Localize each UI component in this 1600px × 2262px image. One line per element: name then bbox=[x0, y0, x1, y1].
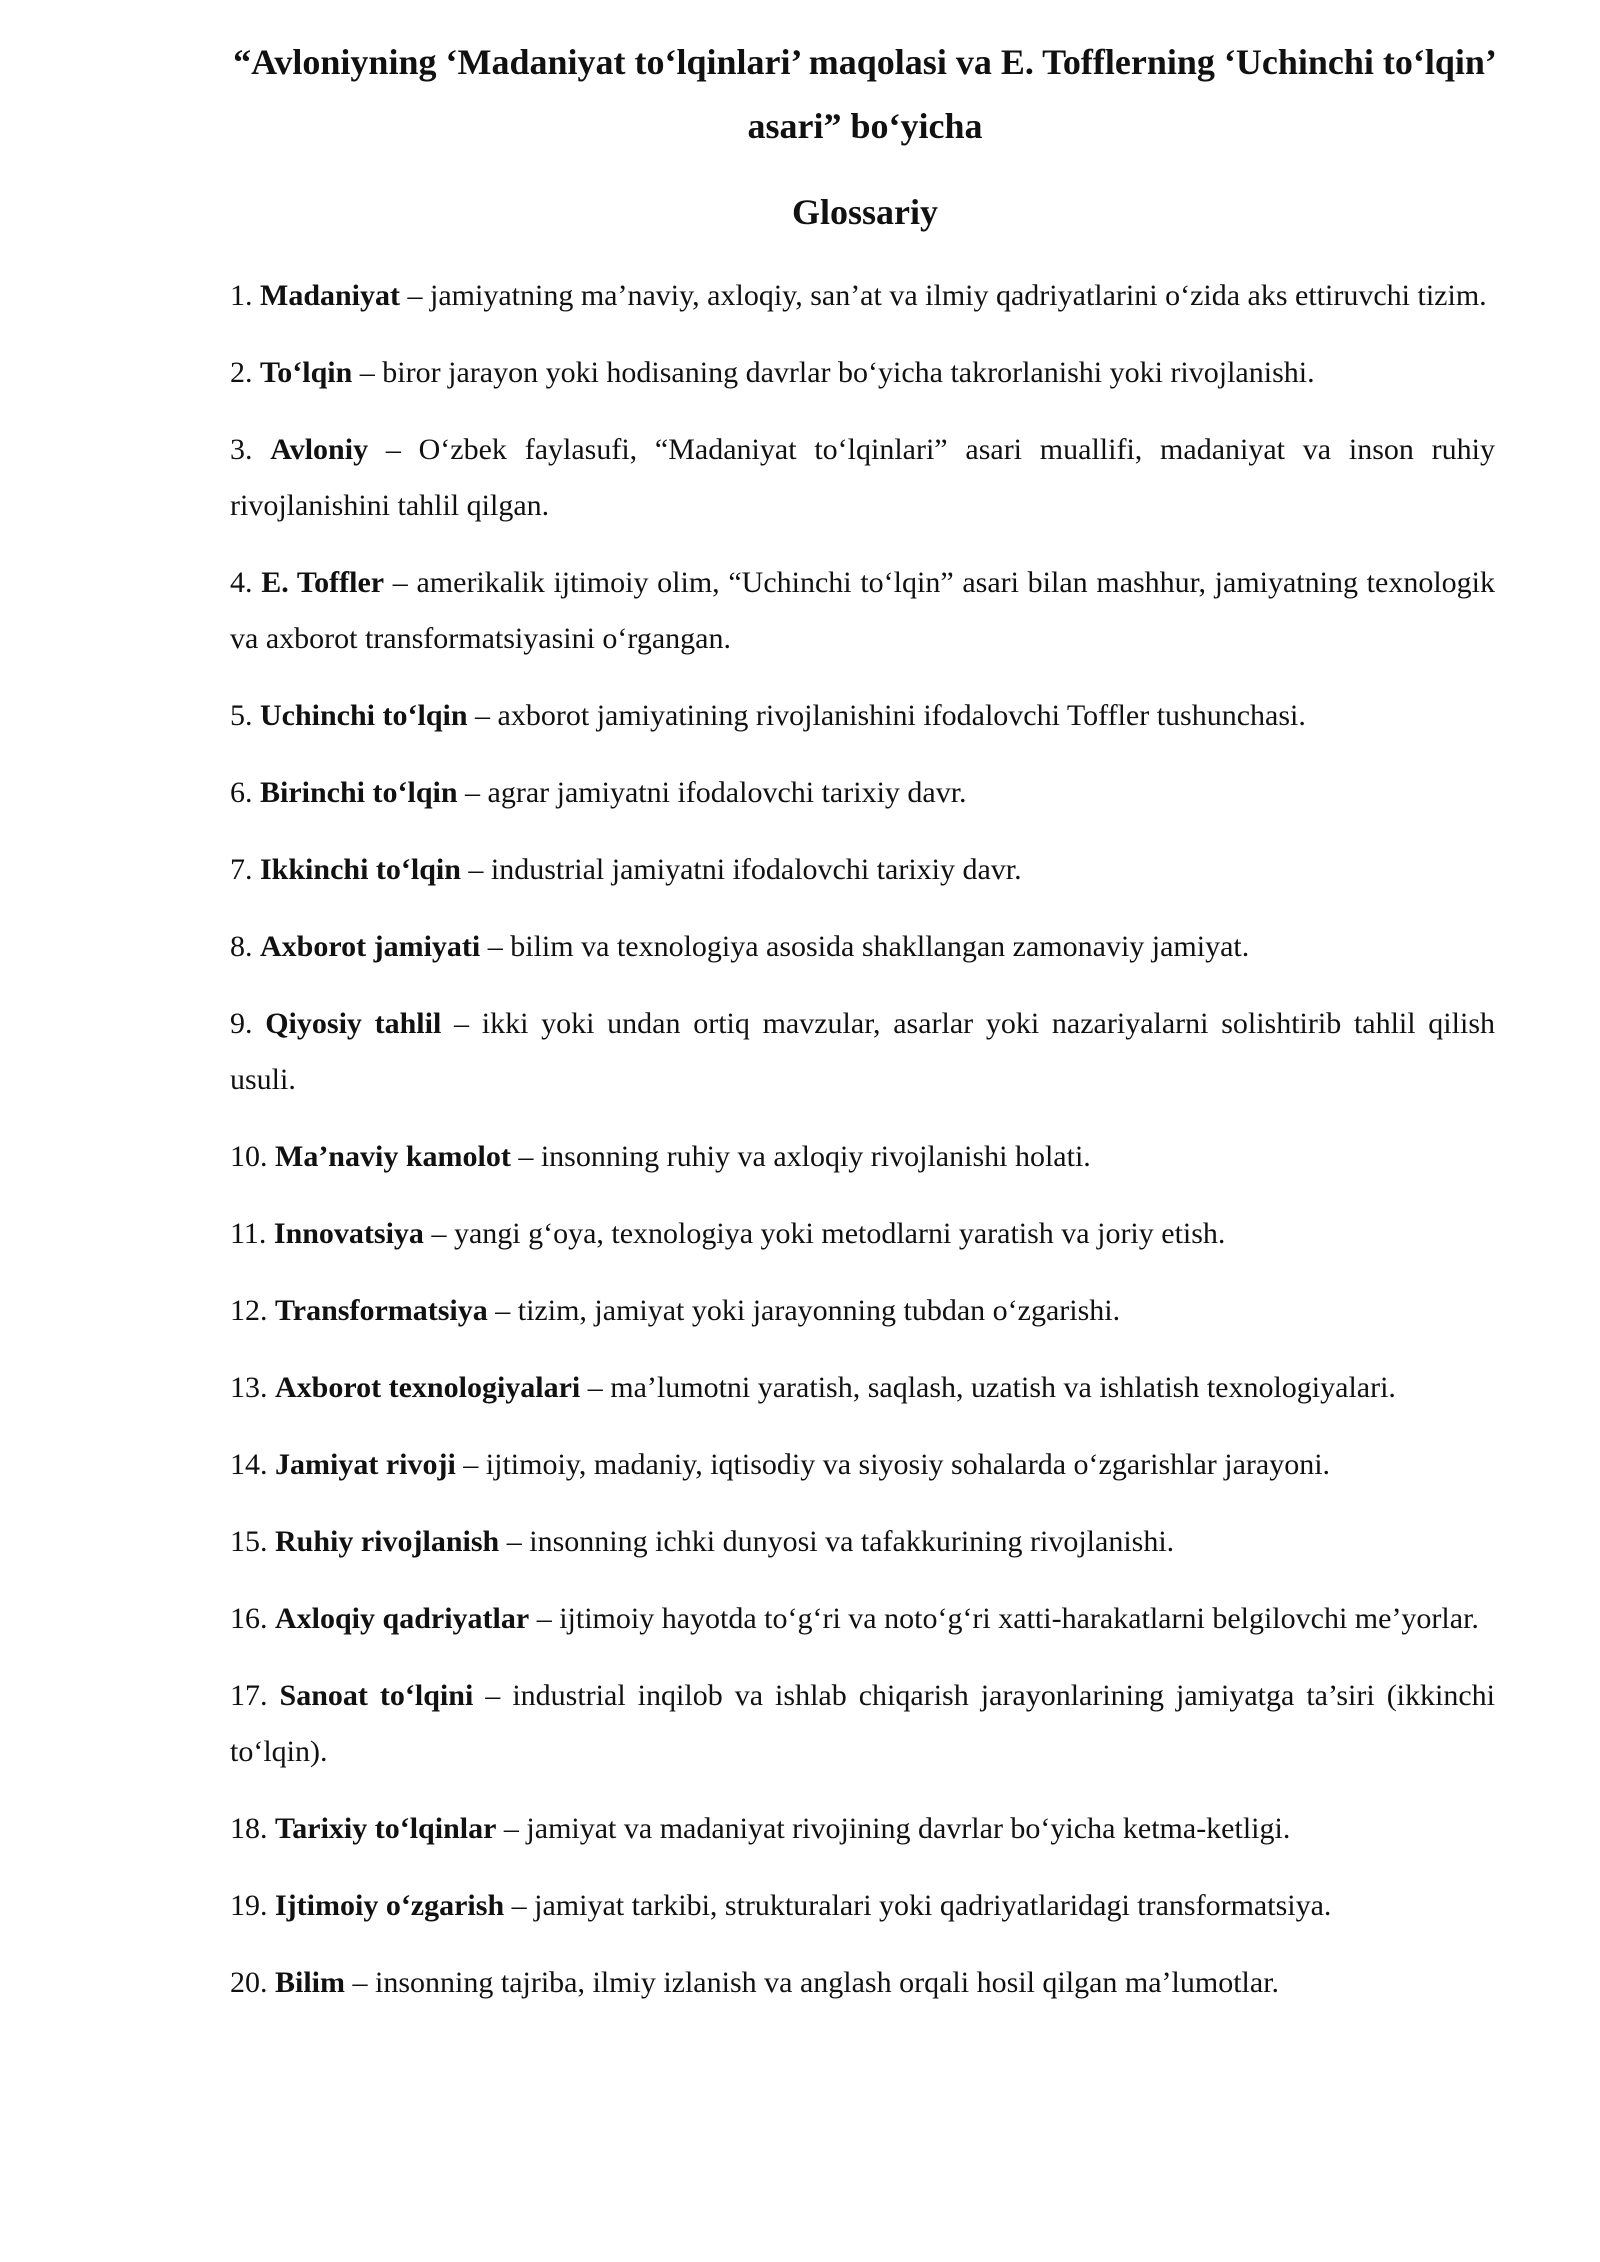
entry-number: 15. bbox=[230, 1525, 268, 1558]
entry-term: Axborot jamiyati bbox=[260, 930, 481, 963]
entry-definition: – yangi g‘oya, texnologiya yoki metodlarni yaratish va joriy etish. bbox=[423, 1217, 1226, 1250]
entry-number: 6. bbox=[230, 776, 253, 809]
entry-definition: – tizim, jamiyat yoki jarayonning tubdan o‘zgarishi. bbox=[487, 1294, 1121, 1327]
entry-term: Tarixiy to‘lqinlar bbox=[275, 1812, 497, 1845]
glossary-entry bbox=[230, 765, 1495, 821]
glossary-entry bbox=[230, 555, 1495, 667]
glossary-entry bbox=[230, 1129, 1495, 1185]
entry-number: 14. bbox=[230, 1448, 268, 1481]
glossary-entry bbox=[230, 1360, 1495, 1416]
glossary-entry bbox=[230, 688, 1495, 744]
entry-term: Birinchi to‘lqin bbox=[260, 776, 458, 809]
entry-number: 12. bbox=[230, 1294, 268, 1327]
entry-term: Ikkinchi to‘lqin bbox=[260, 853, 461, 886]
entry-term: To‘lqin bbox=[260, 356, 353, 389]
entry-number: 1. bbox=[230, 279, 253, 312]
entry-number: 18. bbox=[230, 1812, 268, 1845]
entry-number: 20. bbox=[230, 1966, 268, 1999]
entry-term: Ma’naviy kamolot bbox=[275, 1140, 511, 1173]
entry-number: 8. bbox=[230, 930, 253, 963]
entry-number: 7. bbox=[230, 853, 253, 886]
glossary-entry bbox=[230, 1668, 1495, 1780]
entry-definition: – jamiyat tarkibi, strukturalari yoki qadriyatlaridagi transformatsiya. bbox=[504, 1889, 1332, 1922]
glossary-entry bbox=[230, 996, 1495, 1108]
entry-definition: – amerikalik ijtimoiy olim, “Uchinchi to‘lqin” asari bilan mashhur, jamiyatning texnologik va axborot transformatsiyasini o‘rgangan. bbox=[230, 566, 1495, 655]
entry-definition: – ijtimoiy hayotda to‘g‘ri va noto‘g‘ri xatti-harakatlarni belgilovchi me’yorlar. bbox=[529, 1602, 1479, 1635]
glossary-entry bbox=[230, 268, 1495, 324]
entry-number: 11. bbox=[230, 1217, 267, 1250]
glossary-entry bbox=[230, 919, 1495, 975]
glossary-list bbox=[230, 268, 1495, 2032]
glossary-entry bbox=[230, 345, 1495, 401]
entry-definition: – biror jarayon yoki hodisaning davrlar bo‘yicha takrorlanishi yoki rivojlanishi. bbox=[352, 356, 1315, 389]
entry-definition: – insonning tajriba, ilmiy izlanish va anglash orqali hosil qilgan ma’lumotlar. bbox=[345, 1966, 1280, 1999]
entry-definition: – insonning ruhiy va axloqiy rivojlanishi holati. bbox=[510, 1140, 1091, 1173]
entry-term: Ruhiy rivojlanish bbox=[275, 1525, 500, 1558]
entry-number: 3. bbox=[230, 433, 253, 466]
entry-number: 19. bbox=[230, 1889, 268, 1922]
glossary-entry bbox=[230, 1206, 1495, 1262]
entry-number: 17. bbox=[230, 1679, 268, 1712]
entry-term: Jamiyat rivoji bbox=[275, 1448, 456, 1481]
entry-definition: – ijtimoiy, madaniy, iqtisodiy va siyosiy sohalarda o‘zgarishlar jarayoni. bbox=[455, 1448, 1331, 1481]
document-title: “Avloniyning ‘Madaniyat to‘lqinlari’ maqolasi va E. Tofflerning ‘Uchinchi to‘lqin’ asari” bo‘yicha bbox=[233, 42, 1497, 146]
entry-term: Ijtimoiy o‘zgarish bbox=[275, 1889, 505, 1922]
entry-term: Bilim bbox=[275, 1966, 346, 1999]
entry-definition: – bilim va texnologiya asosida shakllangan zamonaviy jamiyat. bbox=[480, 930, 1250, 963]
entry-term: E. Toffler bbox=[261, 566, 385, 599]
entry-term: Qiyosiy tahlil bbox=[265, 1007, 442, 1040]
glossary-entry bbox=[230, 1801, 1495, 1857]
glossary-heading: Glossariy bbox=[791, 192, 938, 232]
glossary-entry bbox=[230, 1437, 1495, 1493]
entry-number: 5. bbox=[230, 699, 253, 732]
entry-number: 2. bbox=[230, 356, 253, 389]
entry-definition: – jamiyatning ma’naviy, axloqiy, san’at va ilmiy qadriyatlarini o‘zida aks ettiruvchi tizim. bbox=[400, 279, 1487, 312]
glossary-entry bbox=[230, 422, 1495, 534]
entry-definition: – jamiyat va madaniyat rivojining davrlar bo‘yicha ketma-ketligi. bbox=[496, 1812, 1291, 1845]
glossary-entry bbox=[230, 1514, 1495, 1570]
glossary-entry bbox=[230, 1591, 1495, 1647]
entry-definition: – ma’lumotni yaratish, saqlash, uzatish va ishlatish texnologiyalari. bbox=[580, 1371, 1396, 1404]
glossary-entry bbox=[230, 1955, 1495, 2011]
entry-definition: – industrial inqilob va ishlab chiqarish jarayonlarining jamiyatga ta’siri (ikkinchi to‘lqin). bbox=[230, 1679, 1496, 1768]
entry-number: 13. bbox=[230, 1371, 268, 1404]
entry-term: Axborot texnologiyalari bbox=[275, 1371, 581, 1404]
glossary-entry bbox=[230, 1283, 1495, 1339]
glossary-entry bbox=[230, 1878, 1495, 1934]
entry-term: Uchinchi to‘lqin bbox=[260, 699, 468, 732]
entry-definition: – industrial jamiyatni ifodalovchi tarixiy davr. bbox=[460, 853, 1022, 886]
entry-definition: – O‘zbek faylasufi, “Madaniyat to‘lqinlari” asari muallifi, madaniyat va inson ruhiy rivojlanishini tahlil qilgan. bbox=[230, 433, 1495, 522]
entry-term: Transformatsiya bbox=[275, 1294, 488, 1327]
glossary-entry bbox=[230, 842, 1495, 898]
entry-number: 10. bbox=[230, 1140, 268, 1173]
entry-term: Axloqiy qadriyatlar bbox=[275, 1602, 530, 1635]
entry-number: 9. bbox=[230, 1007, 253, 1040]
entry-term: Innovatsiya bbox=[273, 1217, 424, 1250]
entry-definition: – agrar jamiyatni ifodalovchi tarixiy davr. bbox=[457, 776, 967, 809]
entry-definition: – axborot jamiyatining rivojlanishini ifodalovchi Toffler tushunchasi. bbox=[467, 699, 1306, 732]
entry-definition: – insonning ichki dunyosi va tafakkurining rivojlanishi. bbox=[499, 1525, 1175, 1558]
entry-number: 4. bbox=[230, 566, 253, 599]
entry-definition: – ikki yoki undan ortiq mavzular, asarlar yoki nazariyalarni solishtirib tahlil qilish usuli. bbox=[230, 1007, 1495, 1096]
entry-term: Sanoat to‘lqini bbox=[279, 1679, 474, 1712]
entry-term: Madaniyat bbox=[260, 279, 401, 312]
entry-number: 16. bbox=[230, 1602, 268, 1635]
entry-term: Avloniy bbox=[270, 433, 369, 466]
